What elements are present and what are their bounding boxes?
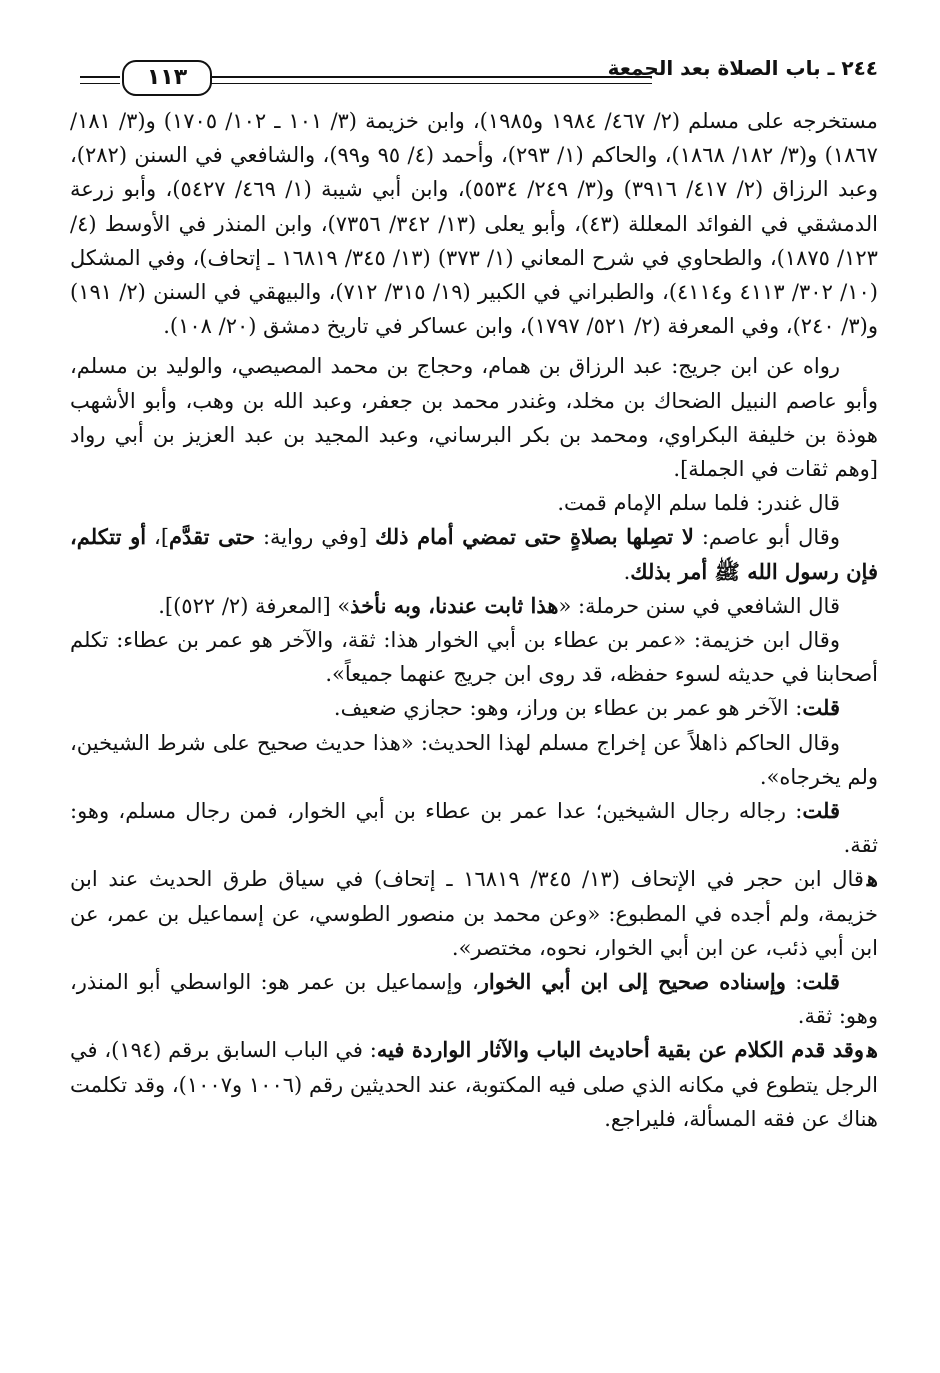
text-segment: : رجاله رجال الشيخين؛ عدا عمر بن عطاء بن أبي الخوار، فمن رجال مسلم، وهو: ثقة. — [70, 799, 878, 858]
header-rule-left — [80, 76, 120, 84]
paragraph-p3 — [70, 486, 878, 520]
text-segment: مستخرجه على مسلم (٢/ ٤٦٧/ ١٩٨٤ و١٩٨٥)، وابن خزيمة (٣/ ١٠١ ـ ١٠٢/ ١٧٠٥) و(٣/ ١٨١/ ١٨٦٧) و(٣/ ١٨٢/ ١٨٦٨)، والحاكم (١/ ٢٩٣)، وأحمد (٤/ ٩٥ و٩٩)، والشافعي في السنن (٢٨٢)، وعبد الرزاق (٢/ ٤١٧/ ٣٩١٦) و(٣/ ٢٤٩/ ٥٥٣٤)، وابن أبي شيبة (١/ ٤٦٩/ ٥٤٢٧)، وأبو زرعة الدمشقي في الفوائد المعللة (٤٣)، وأبو يعلى (١٣/ ٣٤٢/ ٧٣٥٦)، وابن المنذر في الأوسط (٤/ ١٢٣/ ١٨٧٥)، والطحاوي في شرح المعاني (١/ ٣٧٣) (١٣/ ٣٤٥/ ١٦٨١٩ ـ إتحاف)، وفي المشكل (١٠/ ٣٠٢/ ٤١١٣ و٤١١٤)، والطبراني في الكبير (١٩/ ٣١٥/ ٧١٢)، والبيهقي في السنن (٢/ ١٩١) و(٣/ ٢٤٠)، وفي المعرفة (٢/ ٥٢١/ ١٧٩٧)، وابن عساكر في تاريخ دمشق (٢٠/ ١٠٨). — [70, 109, 879, 339]
text-segment: قال ابن حجر في الإتحاف (١٣/ ٣٤٥/ ١٦٨١٩ ـ إتحاف) في سياق طرق الحديث عند ابن خزيمة، ولم أجده في المطبوع: «وعن محمد بن منصور الطوسي، عن إسماعيل بن عمر، عن ابن أبي ذئب، عن ابن أبي الخوار، نحوه، مختصر». — [70, 867, 878, 960]
text-segment: قال الشافعي في سنن حرملة: « — [558, 593, 840, 618]
text-segment: . — [623, 559, 631, 584]
text-segment: : في الباب السابق برقم (١٩٤)، في الرجل يتطوع في مكانه الذي صلى فيه المكتوبة، عند الحديثين رقم (١٠٠٦ و١٠٠٧)، وقد تكلمت هناك عن فقه المسألة، فليراجع. — [70, 1038, 878, 1131]
text-segment: وقال الحاكم ذاهلاً عن إخراج مسلم لهذا الحديث: «هذا حديث صحيح على شرط الشيخين، ولم يخرجاه». — [70, 730, 878, 789]
bullet-icon: ﻫ — [866, 1037, 878, 1063]
text-segment: : — [785, 970, 803, 995]
paragraph-p11 — [70, 965, 878, 1033]
paragraph-p9 — [70, 794, 878, 862]
bullet-icon: ﻫ — [866, 866, 878, 892]
bold-text: هذا ثابت عندنا، وبه نأخذ — [350, 592, 559, 618]
paragraph-p7 — [70, 691, 878, 725]
text-segment: ]، — [146, 525, 170, 550]
text-segment: رواه عن ابن جريج: عبد الرزاق بن همام، وحجاج بن محمد المصيصي، والوليد بن مسلم، وأبو عاصم النبيل الضحاك بن مخلد، وغندر محمد بن جعفر، وعبد الله بن وهب، وأبو الأشهب هوذة بن خليفة البكراوي، ومحمد بن بكر البرساني، وعبد المجيد بن عبد العزيز بن أبي رواد [وهم ثقات في الجملة]. — [70, 354, 878, 482]
paragraph-p12 — [70, 1033, 878, 1136]
bold-text: لا تصِلها بصلاةٍ حتى تمضي أمام ذلك — [375, 524, 694, 550]
text-segment: قال غندر: فلما سلم الإمام قمت. — [557, 491, 840, 516]
paragraph-p1 — [70, 104, 878, 343]
page-header — [70, 52, 878, 104]
paragraph-p8 — [70, 726, 878, 794]
text-segment: وقال أبو عاصم: — [693, 525, 840, 550]
bold-text: أو تتكلم، فإن رسول الله ﷺ أمر بذلك — [70, 524, 878, 584]
chapter-title: ٢٤٤ ـ باب الصلاة بعد الجمعة — [607, 56, 878, 80]
text-segment: ، وإسماعيل بن عمر هو: الواسطي أبو المنذر، وهو: ثقة. — [70, 970, 878, 1029]
bold-text: قلت — [802, 969, 840, 995]
paragraph-p4 — [70, 520, 878, 588]
document-page — [70, 52, 878, 1136]
bold-text: وقد قدم الكلام عن بقية أحاديث الباب والآثار الواردة فيه — [376, 1037, 864, 1063]
paragraph-p6 — [70, 623, 878, 691]
paragraph-p10 — [70, 862, 878, 965]
text-segment: : الآخر هو عمر بن عطاء بن وراز، وهو: حجازي ضعيف. — [333, 696, 803, 721]
paragraph-p5 — [70, 589, 878, 623]
header-rule — [210, 76, 652, 84]
bold-text: قلت — [802, 798, 840, 824]
page-number: ١١٣ — [122, 60, 212, 96]
bold-text: قلت — [802, 695, 840, 721]
body-text — [70, 104, 878, 1136]
text-segment: وقال ابن خزيمة: «عمر بن عطاء بن أبي الخوار هذا: ثقة، والآخر هو عمر بن عطاء: تكلم أصحابنا في حديثه لسوء حفظه، قد روى ابن جريج عنهما جميعاً». — [70, 628, 878, 687]
bold-text: حتى تقدَّم — [169, 524, 255, 550]
bold-text: وإسناده صحيح إلى ابن أبي الخوار — [478, 969, 786, 995]
paragraph-p2 — [70, 349, 878, 486]
text-segment: [وفي رواية: — [254, 525, 376, 550]
text-segment: » [المعرفة (٢/ ٥٢٢)]. — [158, 593, 351, 618]
